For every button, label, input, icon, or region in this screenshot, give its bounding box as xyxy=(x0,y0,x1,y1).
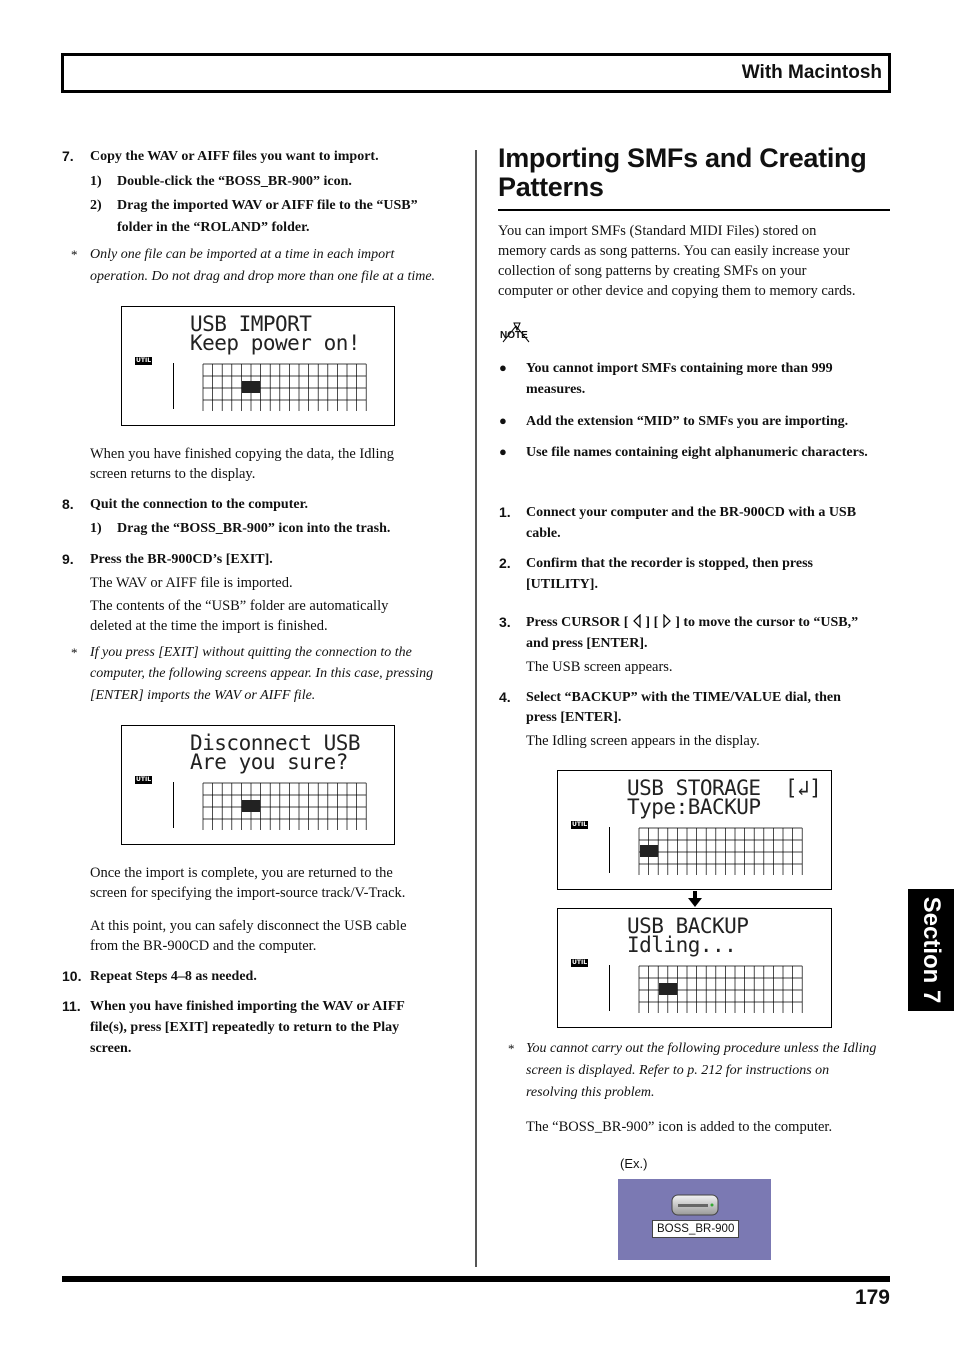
section-title-line-1: Importing SMFs and Creating xyxy=(498,143,867,173)
step3-text-pre: Press CURSOR [ xyxy=(526,615,629,630)
body-text: The “BOSS_BR-900” icon is added to the computer. xyxy=(526,1119,833,1135)
body-text: deleted at the time the import is finished. xyxy=(90,618,328,634)
lcd-line-2: Keep power on! xyxy=(190,331,361,355)
body-text: from the BR-900CD and the computer. xyxy=(90,938,317,954)
lcd-cursor-bar xyxy=(609,965,610,1011)
step-number: 11. xyxy=(62,998,81,1014)
body-text: The USB screen appears. xyxy=(526,659,673,675)
body-text: collection of song patterns by creating SMFs on your xyxy=(498,263,807,279)
substep-number: 2) xyxy=(90,198,102,213)
note-text: Only one file can be imported at a time in each import xyxy=(90,247,395,262)
section-tab xyxy=(908,889,954,1011)
bullet-text: measures. xyxy=(526,382,586,397)
note-asterisk: * xyxy=(71,247,78,262)
lcd-screen-usb-import xyxy=(121,306,395,426)
body-text: The Idling screen appears in the display. xyxy=(526,733,760,749)
step-number: 2. xyxy=(499,555,511,571)
cursor-right-icon xyxy=(662,614,672,628)
util-indicator: UTIL xyxy=(572,821,588,828)
note-text: You cannot carry out the following procedure unless the Idling xyxy=(526,1041,877,1056)
lcd-line-1: USB STORAGE [↲] xyxy=(627,776,822,800)
note-asterisk: * xyxy=(508,1041,515,1056)
body-text: Once the import is complete, you are returned to the xyxy=(90,865,393,881)
step-number: 4. xyxy=(499,689,511,705)
bullet-text: Use file names containing eight alphanumeric characters. xyxy=(526,445,868,460)
track-grid xyxy=(202,363,368,411)
lcd-cursor-bar xyxy=(173,363,174,409)
track-grid xyxy=(638,827,804,875)
note-text: computer, the following screens appear. In this case, pressing xyxy=(90,666,434,681)
step-text: press [ENTER]. xyxy=(526,710,622,725)
lcd-cursor-bar xyxy=(173,782,174,828)
track-grid xyxy=(638,965,804,1013)
substep-text: Drag the “BOSS_BR-900” icon into the trash. xyxy=(117,521,391,536)
step3-text-mid: ] [ xyxy=(645,615,659,630)
lcd-screen-usb-backup xyxy=(557,908,832,1028)
step3-text-post: ] to move the cursor to “USB,” xyxy=(675,615,859,630)
note-icon xyxy=(500,322,532,346)
substep-text: folder in the “ROLAND” folder. xyxy=(117,220,310,235)
note-text: screen is displayed. Refer to p. 212 for instructions on xyxy=(526,1063,830,1078)
note-text: resolving this problem. xyxy=(526,1085,655,1100)
lcd-screen-usb-storage xyxy=(557,770,832,890)
lcd-line-2: Are you sure? xyxy=(190,750,348,774)
body-text: screen returns to the display. xyxy=(90,466,256,482)
cursor-left-icon xyxy=(632,614,642,628)
body-text: memory cards as song patterns. You can easily increase your xyxy=(498,243,850,259)
note-asterisk: * xyxy=(71,645,78,660)
bullet-dot: ● xyxy=(499,444,507,459)
step-text: Quit the connection to the computer. xyxy=(90,497,309,512)
body-text: When you have finished copying the data, the Idling xyxy=(90,446,395,462)
note-text: If you press [EXIT] without quitting the connection to the xyxy=(90,645,412,660)
step-text: Press the BR-900CD’s [EXIT]. xyxy=(90,552,273,567)
track-grid xyxy=(202,782,368,830)
substep-number: 1) xyxy=(90,174,102,189)
body-text: The contents of the “USB” folder are automatically xyxy=(90,598,389,614)
title-rule xyxy=(498,209,890,211)
lcd-line-1: USB IMPORT xyxy=(190,312,312,336)
step-number: 3. xyxy=(499,614,511,630)
step-text: file(s), press [EXIT] repeatedly to return to the Play xyxy=(90,1020,400,1035)
section-title xyxy=(498,144,890,202)
section-title-line-2: Patterns xyxy=(498,172,604,202)
step-text: Select “BACKUP” with the TIME/VALUE dial, then xyxy=(526,690,841,705)
util-indicator: UTIL xyxy=(572,959,588,966)
step-number: 8. xyxy=(62,496,74,512)
body-text: The WAV or AIFF file is imported. xyxy=(90,575,293,591)
step-number: 1. xyxy=(499,504,511,520)
step-text xyxy=(526,612,858,633)
step-text: Connect your computer and the BR-900CD with a USB xyxy=(526,505,857,520)
drive-icon xyxy=(670,1191,720,1219)
util-indicator: UTIL xyxy=(136,357,152,364)
step-text: Copy the WAV or AIFF files you want to import. xyxy=(90,149,379,164)
body-text: You can import SMFs (Standard MIDI Files) stored on xyxy=(498,223,817,239)
lcd-line-1: USB BACKUP xyxy=(627,914,749,938)
body-text: At this point, you can safely disconnect the USB cable xyxy=(90,918,407,934)
lcd-line-1: Disconnect USB xyxy=(190,731,361,755)
header-title: With Macintosh xyxy=(741,62,882,83)
header-box xyxy=(61,53,891,93)
util-indicator: UTIL xyxy=(136,776,152,783)
step-text: Repeat Steps 4–8 as needed. xyxy=(90,969,257,984)
step-text: screen. xyxy=(90,1041,132,1056)
step-text: Confirm that the recorder is stopped, then press xyxy=(526,556,813,571)
bullet-text: Add the extension “MID” to SMFs you are importing. xyxy=(526,414,849,429)
step-number: 9. xyxy=(62,551,74,567)
step-number: 10. xyxy=(62,968,82,984)
substep-text: Double-click the “BOSS_BR-900” icon. xyxy=(117,174,352,189)
bullet-dot: ● xyxy=(499,413,507,428)
lcd-line-2: Idling... xyxy=(627,933,737,957)
arrow-down-icon xyxy=(688,891,702,907)
column-divider xyxy=(475,150,477,1267)
footer-rule xyxy=(62,1276,890,1282)
drive-label[interactable]: BOSS_BR-900 xyxy=(652,1220,739,1238)
lcd-line-2: Type:BACKUP xyxy=(627,795,761,819)
step-text: and press [ENTER]. xyxy=(526,636,648,651)
step-text: When you have finished importing the WAV or AIFF xyxy=(90,999,405,1014)
bullet-dot: ● xyxy=(499,360,507,375)
note-icon-label: NOTE xyxy=(500,330,528,341)
body-text: screen for specifying the import-source track/V-Track. xyxy=(90,885,406,901)
step-text: cable. xyxy=(526,526,561,541)
desktop-example xyxy=(618,1179,771,1260)
section-tab-label: Section 7 xyxy=(918,896,945,1004)
step-text: [UTILITY]. xyxy=(526,577,598,592)
step-number: 7. xyxy=(62,148,74,164)
example-label: (Ex.) xyxy=(620,1156,648,1171)
lcd-cursor-bar xyxy=(609,827,610,873)
page-number: 179 xyxy=(854,1286,890,1309)
note-text: operation. Do not drag and drop more than one file at a time. xyxy=(90,269,436,284)
note-text: [ENTER] imports the WAV or AIFF file. xyxy=(90,688,316,703)
bullet-text: You cannot import SMFs containing more than 999 xyxy=(526,361,833,376)
substep-text: Drag the imported WAV or AIFF file to the “USB” xyxy=(117,198,418,213)
body-text: computer or other device and copying them to memory cards. xyxy=(498,283,856,299)
substep-number: 1) xyxy=(90,521,102,536)
lcd-screen-disconnect-usb xyxy=(121,725,395,845)
